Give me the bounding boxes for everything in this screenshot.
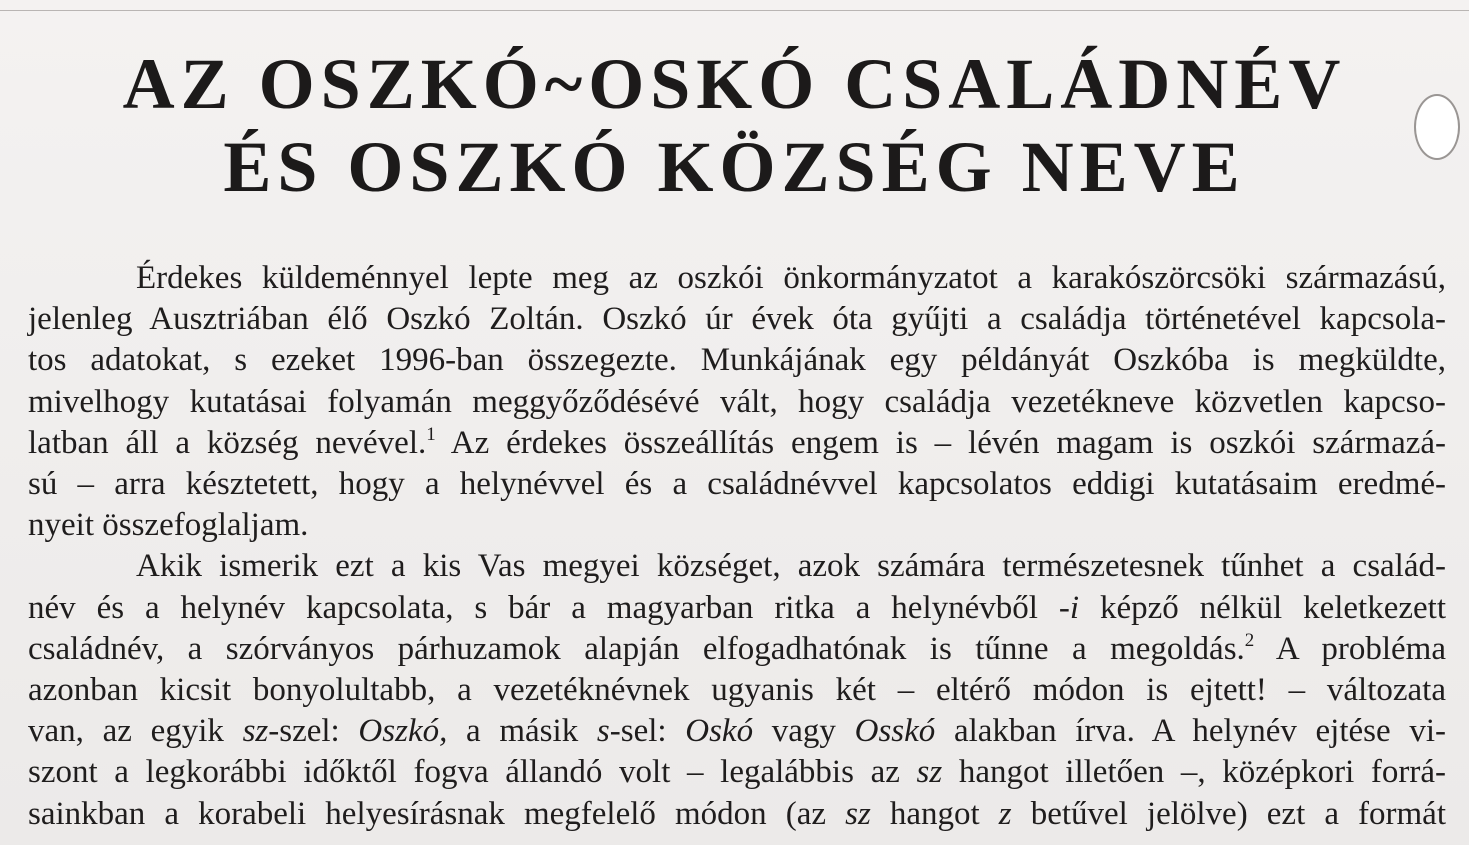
article-title	[0, 44, 1469, 207]
text-line	[28, 794, 1446, 835]
text-run: vagy	[753, 713, 855, 750]
title-line-1: AZ OSZKÓ~OSKÓ CSALÁDNÉV	[122, 44, 1347, 124]
text-run: latban áll a község nevével.	[28, 424, 427, 461]
italic-run: sz	[242, 713, 269, 750]
italic-run: Oskó	[685, 713, 754, 750]
paragraph-2	[28, 546, 1446, 834]
text-line: azonban kicsit bonyolultabb, a vezetéknévnek ugyanis két – eltérő módon is ejtett! – változata	[28, 672, 1446, 709]
text-line	[28, 588, 1446, 629]
text-run: képző nélkül keletkezett	[1079, 589, 1446, 626]
text-line: mivelhogy kutatásai folyamán meggyőződésévé vált, hogy családja vezetékneve közvetlen kapcso-	[28, 383, 1446, 420]
italic-run: s	[596, 713, 610, 750]
italic-run: z	[998, 795, 1012, 832]
text-run: név és a helynév kapcsolata, s bár a magyarban ritka a helynévből	[28, 589, 1059, 626]
text-run: alakban írva. A helynév ejtése vi-	[935, 713, 1446, 750]
text-run: családnév, a szórványos párhuzamok alapján elfogadhatónak is tűnne a megoldás.	[28, 630, 1245, 667]
text-line	[28, 752, 1446, 793]
text-run: sainkban a korabeli helyesírásnak megfelelő módon (az	[28, 795, 846, 832]
title-line-2: ÉS OSZKÓ KÖZSÉG NEVE	[223, 127, 1246, 207]
italic-run: -i	[1058, 589, 1080, 626]
italic-run: sz	[916, 754, 943, 791]
text-line	[28, 423, 1446, 464]
text-line: sú – arra késztetett, hogy a helynévvel és a családnévvel kapcsolatos eddigi kutatásaim eredmé-	[28, 466, 1446, 503]
text-line: jelenleg Ausztriában élő Oszkó Zoltán. Oszkó úr évek óta gyűjti a családja történetével kapcsola-	[28, 301, 1446, 338]
paragraph-1	[28, 258, 1446, 546]
italic-run: Osskó	[854, 713, 936, 750]
text-run: betűvel jelölve) ezt a formát	[1011, 795, 1447, 832]
text-run: a másik	[447, 713, 597, 750]
article-body	[28, 258, 1446, 835]
text-run: hangot illetően –, középkori forrá-	[942, 754, 1446, 791]
text-line: tos adatokat, s ezeket 1996-ban összegezte. Munkájának egy példányát Oszkóba is megküldte,	[28, 342, 1446, 379]
text-run: -sel:	[609, 713, 686, 750]
text-line	[28, 629, 1446, 670]
footnote-ref-2: 2	[1244, 629, 1255, 651]
text-line: Érdekes küldeménnyel lepte meg az oszkói önkormányzatot a karakószörcsöki származású,	[136, 260, 1446, 296]
text-run: -szel:	[268, 713, 359, 750]
text-line	[28, 711, 1446, 752]
page-top-edge	[0, 0, 1469, 11]
text-run: A probléma	[1254, 630, 1446, 667]
text-line: nyeit összefoglaljam.	[28, 507, 309, 544]
footnote-ref-1: 1	[426, 423, 436, 445]
italic-run: Oszkó,	[358, 713, 448, 750]
text-run: hangot	[870, 795, 999, 832]
italic-run: sz	[845, 795, 871, 832]
text-run: van, az egyik	[28, 713, 243, 750]
text-run: Az érdekes összeállítás engem is – lévén magam is oszkói származá-	[435, 424, 1446, 461]
text-run: szont a legkorábbi időktől fogva állandó volt – legalábbis az	[28, 754, 917, 791]
text-line: Akik ismerik ezt a kis Vas megyei községet, azok számára természetesnek tűnhet a család-	[136, 548, 1446, 585]
